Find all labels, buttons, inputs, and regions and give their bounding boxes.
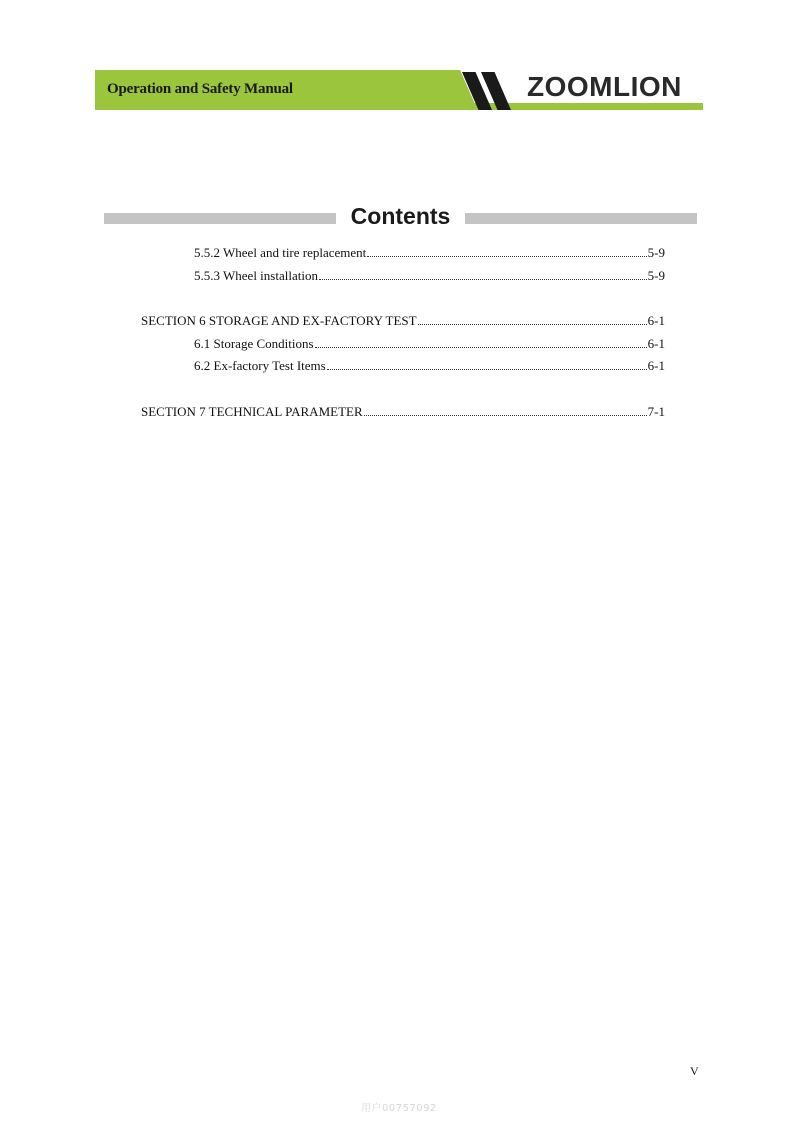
toc-leader-dots bbox=[315, 336, 647, 348]
toc-leader-dots bbox=[364, 404, 647, 416]
toc-entry-label: 5.5.3 Wheel installation bbox=[194, 268, 318, 283]
toc-leader-dots bbox=[418, 313, 647, 325]
contents-heading: Contents bbox=[350, 203, 451, 229]
toc-entry-5-5-2[interactable] bbox=[194, 245, 665, 261]
toc-entry-section-7[interactable] bbox=[141, 404, 665, 420]
toc-leader-dots bbox=[367, 245, 646, 257]
toc-entry-5-5-3[interactable] bbox=[194, 268, 665, 284]
toc-leader-dots bbox=[327, 358, 647, 370]
toc-entry-6-2[interactable] bbox=[194, 358, 665, 374]
toc-entry-6-1[interactable] bbox=[194, 336, 665, 352]
toc-entry-label: 6.2 Ex-factory Test Items bbox=[194, 358, 326, 373]
toc-entry-page: 6-1 bbox=[647, 313, 665, 328]
toc-entry-page: 7-1 bbox=[647, 404, 665, 419]
toc-entry-page: 5-9 bbox=[647, 268, 665, 283]
toc-entry-label: 6.1 Storage Conditions bbox=[194, 336, 314, 351]
toc-entry-label: SECTION 6 STORAGE AND EX-FACTORY TEST bbox=[141, 313, 417, 328]
toc-entry-page: 6-1 bbox=[647, 358, 665, 373]
toc-entry-label: 5.5.2 Wheel and tire replacement bbox=[194, 245, 367, 260]
watermark-text: 用户00757092 bbox=[361, 1103, 437, 1114]
toc-entry-page: 6-1 bbox=[647, 336, 665, 351]
manual-title: Operation and Safety Manual bbox=[107, 81, 293, 97]
brand-logo: ZOOMLION bbox=[527, 71, 682, 102]
toc-entry-label: SECTION 7 TECHNICAL PARAMETER bbox=[141, 404, 363, 419]
toc-leader-dots bbox=[319, 268, 647, 280]
toc-entry-section-6[interactable] bbox=[141, 313, 665, 329]
page-number: V bbox=[690, 1064, 699, 1078]
toc-entry-page: 5-9 bbox=[647, 245, 665, 260]
